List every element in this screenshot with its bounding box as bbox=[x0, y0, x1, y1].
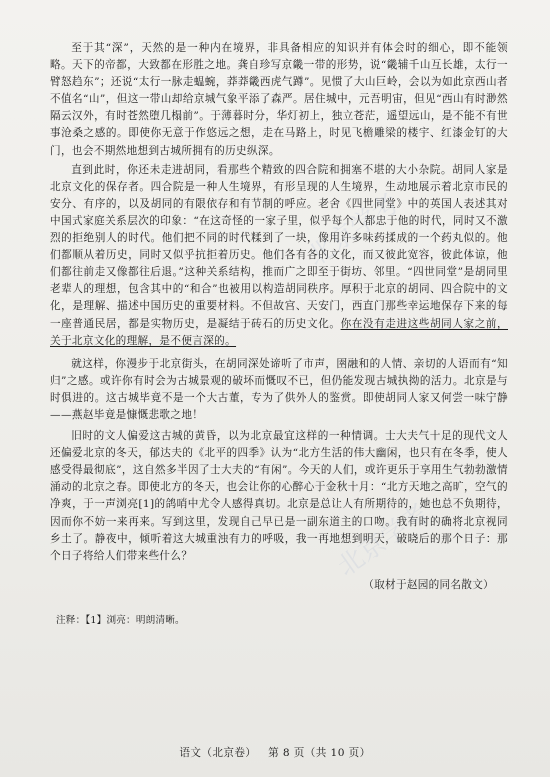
underlined-sentence: 你在没有走进这些胡同人家之前，关于北京文化的理解，是不便言深的。 bbox=[50, 317, 508, 347]
paragraph-text: 就这样，你漫步于北京街头，在胡同深处谛听了市声，圉融和的人情、亲切的人语而有“知归”之感。或许你有时会为古城景观的破坏而慨叹不已，但仍能发现古城执拗的活力。北京是与时俱进的。这古城毕竟不是一个大古董，专为了供外人的鉴赏。即使胡同人家又何尝一味宁静——燕赵毕竟是慷慨悲歌之地！ bbox=[50, 357, 508, 421]
paragraph-1 bbox=[50, 40, 508, 160]
paragraph-text: 至于其“深”，天然的是一种内在境界，非具备相应的知识并有体会时的细心，即不能领略。天下的帝都，大致都在形胜之地。龚自珍写京畿一带的形势，说“畿辅千山互长雄，太行一臂怒趋东”；还说“太行一脉走蝹蜿，莽莽畿西虎气蹲”。见惯了大山巨岭，会以为如此京西山者不值名“山”，但这一带山却给京城气象平添了森严。居住城中，元吾明宙，但见“西山有时渺然隔云汉外，有时苍然堕几榻前”。于薄暮时分，华灯初上，独立苍茫，遥望远山，是不能不有世事沧桑之感的。即使你无意于作悠远之想，走在马路上，时见飞檐雕梁的楼宇、红漆金钉的大门，也会不期然地想到古城所拥有的历史纵深。 bbox=[50, 42, 508, 157]
paragraph-4 bbox=[50, 428, 508, 565]
page-number: 第 8 页（共 10 页） bbox=[268, 747, 371, 759]
paragraph-2 bbox=[50, 162, 508, 350]
watermark: 北京学考 bbox=[332, 498, 435, 583]
footnote: 注释：【1】浏亮：明朗清晰。 bbox=[56, 614, 185, 626]
watermark: 北京学考 bbox=[302, 188, 405, 273]
paragraph-3 bbox=[50, 356, 508, 424]
page-footer bbox=[0, 745, 550, 760]
source-attribution: （取材于赵园的同名散文） bbox=[363, 578, 494, 591]
exam-subject: 语文（北京卷） bbox=[179, 747, 257, 759]
paragraph-text: 旧时的文人偏爱这古城的黄昏，以为北京最宜这样的一种情调。士大夫气十足的现代文人还偏爱北京的冬天，郁达夫的《北平的四季》认为“北方生活的伟大幽闲，也只有在冬季，使人感受得最彻底”，这自然多半因了士大夫的“有闲”。今天的人们，或许更乐于享用生气勃勃激情涌动的北京之春。即使北方的冬天，也会让你的心醉心于金秋十月：“北方天地之高旷，空气的净爽，于一声浏亮[1]的鸽哨中尤令人感得真切。北京是总让人有所期待的，她也总不负期待，因而你不妨一来再来。写到这里，发现自己早已是一副东道主的口吻。我有时的确将北京视同乡土了。静夜中，倾听着这大城重浊有力的呼吸，我一再地想到明天，破晓后的那个日子：那个日子将给人们带来些什么？ bbox=[50, 430, 508, 562]
paragraph-text: 直到此时，你还未走进胡同，看那些个精致的四合院和拥塞不堪的大小杂院。胡同人家是北京文化的保存者。四合院是一种人生境界，有形呈现的人生境界，生动地展示着北京市民的安分、有序的，以及胡同的有限依存和有节制的呼应。老舍《四世同堂》中的英国人表述其对中国式家庭关系层次的印象：“在这奇怪的一家子里，似乎每个人都忠于他的时代，同时又不激烈的拒绝别人的时代。他们把不同的时代糅到了一块，像用许多味药揉成的一个药丸似的。他们都顺从着历史，同时又似乎抗拒着历史。他们各有各的文化，而又彼此宽容，彼此体谅，他们都往前走又像都往后退。”这种关系结构，推而广之即至于街坊、邻里。“四世同堂”是胡同里老辈人的理想，包含其中的“和合”也被用以构造胡同秩序。厚积于北京的胡同、四合院中的文化，是理解、描述中国历史的重要材料。不但故宫、天安门，西直门那些幸运地保存下来的每一座普通民居，都是实物历史，是凝结于砖石的历史文化。 bbox=[50, 163, 508, 330]
